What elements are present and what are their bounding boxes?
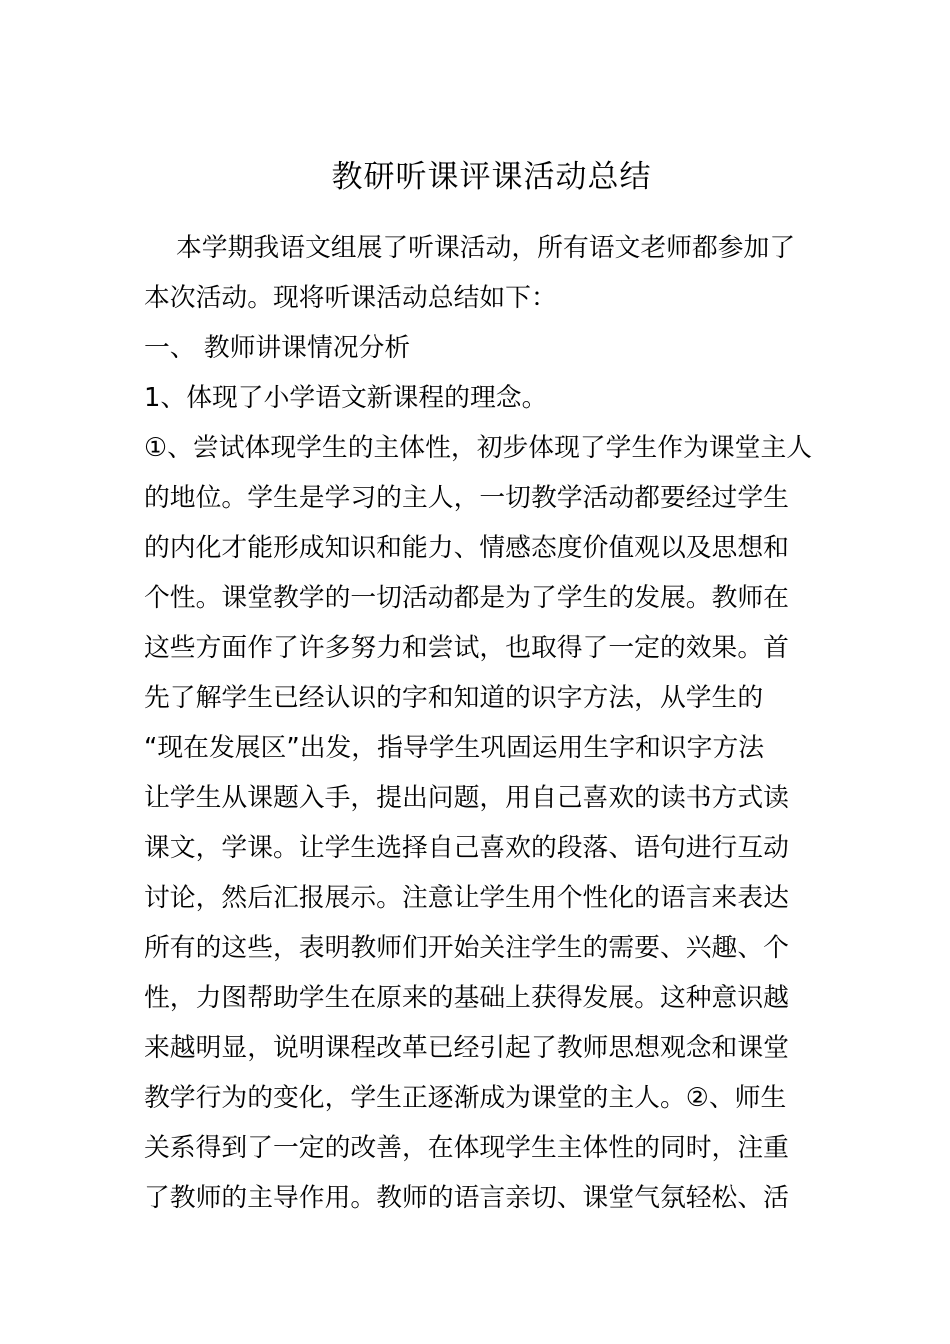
paragraph-line: 本学期我语文组展了听课活动，所有语文老师都参加了 (176, 233, 796, 263)
subsection-heading: 1、体现了小学语文新课程的理念。 (144, 383, 548, 413)
paragraph-line: 先了解学生已经认识的字和知道的识字方法，从学生的 (144, 683, 764, 713)
paragraph-line: 的地位。学生是学习的主人，一切教学活动都要经过学生 (144, 483, 789, 513)
paragraph-line: 课文，学课。让学生选择自己喜欢的段落、语句进行互动 (144, 833, 789, 863)
paragraph-line: 所有的这些，表明教师们开始关注学生的需要、兴趣、个 (144, 933, 789, 963)
document-title: 教研听课评课活动总结 (331, 159, 652, 195)
paragraph-line: 这些方面作了许多努力和尝试，也取得了一定的效果。首 (144, 633, 789, 663)
paragraph-line: 本次活动。现将听课活动总结如下： (144, 283, 557, 313)
paragraph-line: 了教师的主导作用。教师的语言亲切、课堂气氛轻松、活 (144, 1183, 789, 1213)
paragraph-line: 来越明显，说明课程改革已经引起了教师思想观念和课堂 (144, 1033, 789, 1063)
paragraph-line: 关系得到了一定的改善，在体现学生主体性的同时，注重 (144, 1133, 789, 1163)
document-body (144, 223, 813, 1223)
paragraph-line: 性，力图帮助学生在原来的基础上获得发展。这种意识越 (144, 983, 789, 1013)
paragraph-line: 的内化才能形成知识和能力、情感态度价值观以及思想和 (144, 533, 789, 563)
paragraph-line: ①、尝试体现学生的主体性，初步体现了学生作为课堂主人 (144, 433, 813, 463)
paragraph-line: 让学生从课题入手，提出问题，用自己喜欢的读书方式读 (144, 783, 789, 813)
paragraph-line: “现在发展区”出发，指导学生巩固运用生字和识字方法 (144, 733, 765, 763)
paragraph-line: 讨论，然后汇报展示。注意让学生用个性化的语言来表达 (144, 883, 789, 913)
paragraph-line: 个性。课堂教学的一切活动都是为了学生的发展。教师在 (144, 583, 789, 613)
section-heading: 一、 教师讲课情况分析 (144, 333, 411, 363)
paragraph-line: 教学行为的变化，学生正逐渐成为课堂的主人。②、师生 (144, 1083, 787, 1113)
